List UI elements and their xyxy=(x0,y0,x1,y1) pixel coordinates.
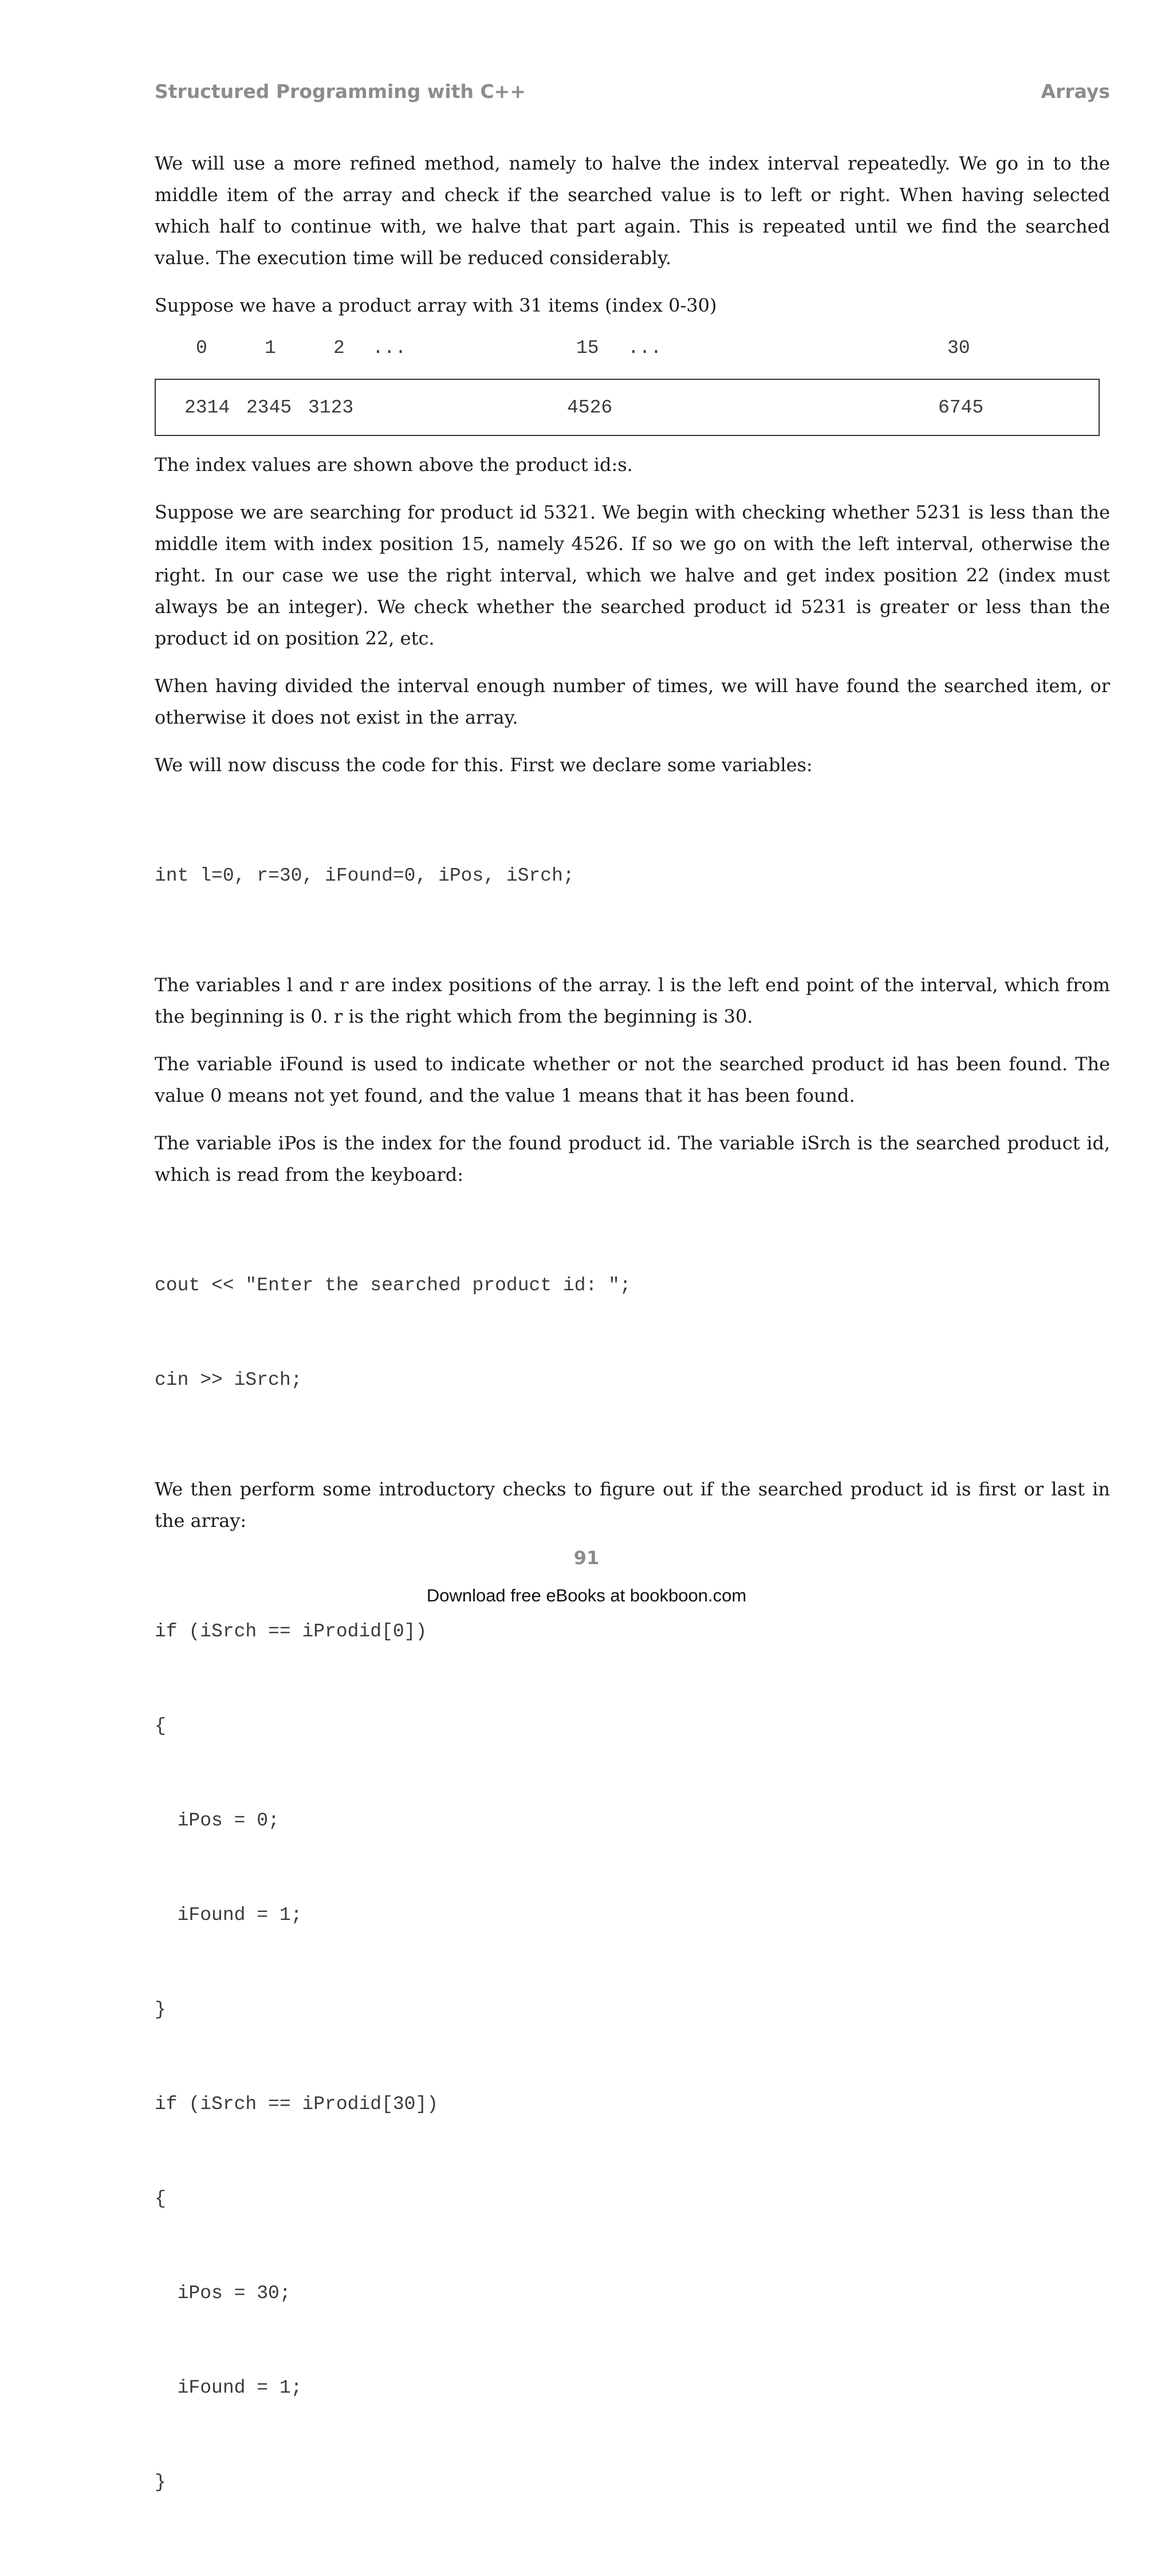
download-ebooks-link[interactable]: Download free eBooks at bookboon.com xyxy=(426,1585,747,1605)
paragraph-product-array: Suppose we have a product array with 31 items (index 0-30) xyxy=(155,294,717,316)
array-index-row xyxy=(155,333,1102,364)
paragraph-variable-ipos: The variable iPos is the index for the found product id. The variable iSrch is the searched product id, which is read from the keyboard: xyxy=(155,1132,1110,1185)
array-index: 0 xyxy=(196,337,207,359)
code-line: iFound = 1; xyxy=(155,1904,302,1926)
code-block-checks xyxy=(155,1553,1110,2561)
running-header xyxy=(155,80,1110,109)
code-line: cout << "Enter the searched product id: "; xyxy=(155,1275,631,1296)
paragraph-divided-interval: When having divided the interval enough number of times, we will have found the searched item, or otherwise it does not exist in the array. xyxy=(155,675,1110,728)
book-title: Structured Programming with C++ xyxy=(155,80,526,103)
code-line: } xyxy=(155,1999,166,2020)
paragraph-variables-l-r: The variables l and r are index positions of the array. l is the left end point of the interval, which from the beginning is 0. r is the right which from the beginning is 30. xyxy=(155,974,1110,1027)
paragraph-introductory-checks: We then perform some introductory checks to figure out if the searched product id is first or last in the array: xyxy=(155,1478,1110,1532)
code-block-input xyxy=(155,1207,1110,1459)
paragraph-variable-ifound: The variable iFound is used to indicate whether or not the searched product id has been found. The value 0 means not yet found, and the value 1 means that it has been found. xyxy=(155,1053,1110,1106)
array-value: 4526 xyxy=(567,397,613,418)
array-index: ... xyxy=(372,337,407,359)
paragraph-declare-intro: We will now discuss the code for this. First we declare some variables: xyxy=(155,754,813,776)
code-line: cin >> iSrch; xyxy=(155,1369,302,1391)
array-value: 2314 xyxy=(184,397,230,418)
page-body xyxy=(155,148,1110,2576)
paragraph-refined-method: We will use a more refined method, namely to halve the index interval repeatedly. We go in to the middle item of the array and check if the searched value is to left or right. When having selected which half to continue with, we halve that part again. This is repeated until we find the searched value. The execution time will be reduced considerably. xyxy=(155,152,1110,269)
chapter-title: Arrays xyxy=(1041,80,1110,103)
array-index: 30 xyxy=(947,337,970,359)
code-line: if (iSrch == iProdid[0]) xyxy=(155,1621,427,1642)
paragraph-search-example: Suppose we are searching for product id 5321. We begin with checking whether 5231 is less than the middle item with index position 15, namely 4526. If so we go on with the left interval, otherwise the right. In our case we use the right interval, which we halve and get index position 22 (index must always be an integer). We check whether the searched product id 5231 is greater or less than the product id on position 22, etc. xyxy=(155,501,1110,649)
paragraph-index-values: The index values are shown above the product id:s. xyxy=(155,454,633,476)
code-line: iFound = 1; xyxy=(155,2377,302,2398)
array-figure xyxy=(155,333,1102,422)
code-line: } xyxy=(155,2472,166,2493)
code-line: iPos = 0; xyxy=(155,1810,280,1831)
page-number: 91 xyxy=(573,1547,600,1569)
code-block-declare xyxy=(155,797,1110,955)
code-line: int l=0, r=30, iFound=0, iPos, iSrch; xyxy=(155,865,574,886)
array-value: 3123 xyxy=(308,397,354,418)
array-index: 1 xyxy=(265,337,276,359)
code-line: { xyxy=(155,2188,166,2209)
code-line: iPos = 30; xyxy=(155,2283,291,2304)
array-index: 2 xyxy=(333,337,345,359)
array-index: ... xyxy=(628,337,662,359)
array-values-box xyxy=(155,379,1100,436)
code-line: { xyxy=(155,1715,166,1737)
code-line: if (iSrch == iProdid[30]) xyxy=(155,2094,439,2115)
array-value: 2345 xyxy=(246,397,292,418)
array-value: 6745 xyxy=(938,397,984,418)
array-index: 15 xyxy=(576,337,599,359)
